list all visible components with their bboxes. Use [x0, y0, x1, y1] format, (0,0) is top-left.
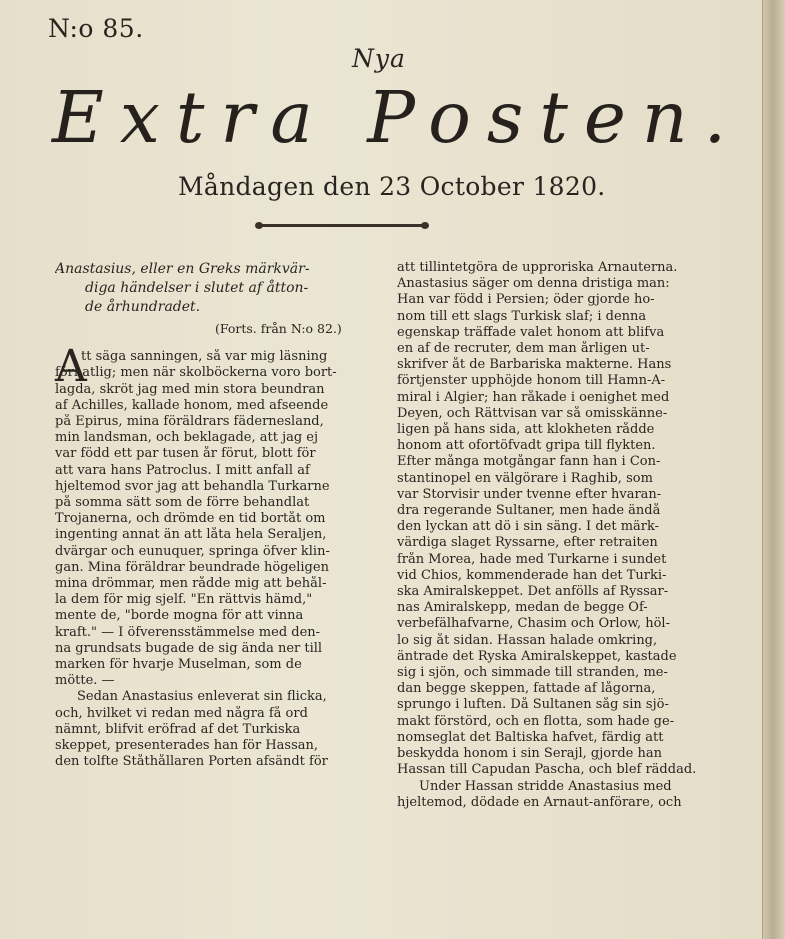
text-line: stantinopel en välgörare i Raghib, som: [397, 470, 653, 486]
issue-number: N:o 85.: [48, 14, 144, 43]
continuation-note: (Forts. från N:o 82.): [215, 321, 342, 336]
text-line: ska Amiralskeppet. Det anfölls af Ryssar-: [397, 584, 669, 600]
text-line: na grundsats bugade de sig ända ner till: [55, 640, 323, 656]
text-line: Deyen, och Rättvisan var så omisskänne-: [397, 405, 668, 421]
text-line: makt förstörd, och en flotta, som hade ge-: [397, 713, 675, 729]
article-title-line: Anastasius, eller en Greks märkvär-: [55, 261, 310, 277]
text-line: värdiga slaget Ryssarne, efter retraiten: [397, 535, 658, 551]
text-line: den lyckan att dö i sin säng. I det märk-: [397, 519, 660, 535]
text-line: att vara hans Patroclus. I mitt anfall af: [55, 462, 310, 478]
text-line: och, hvilket vi redan med några få ord: [55, 705, 308, 721]
text-line: nas Amiralskepp, medan de begge Öf-: [397, 600, 648, 616]
text-line: var född ett par tusen år förut, blott för: [55, 446, 316, 462]
text-line: la dem för mig sjelf. "En rättvis hämd,": [55, 592, 313, 608]
text-line: dan begge skeppen, fattade af lågorna,: [397, 681, 656, 697]
text-line: skrifver åt de Barbariska makterne. Hans: [397, 357, 672, 373]
issue-date: Måndagen den 23 October 1820.: [178, 172, 606, 201]
text-line: Trojanerna, och drömde en tid bortåt om: [55, 511, 326, 527]
text-line: ingenting annat än att låta hela Seraljen,: [55, 527, 327, 543]
text-line: på Epirus, mina föräldrars fädernesland,: [55, 414, 324, 430]
text-line: Under Hassan stridde Anastasius med: [419, 778, 672, 794]
text-line: en af de recruter, dem man årligen ut-: [397, 341, 650, 357]
text-line: honom att ofortöfvadt gripa till flykten.: [397, 438, 656, 454]
text-line: skeppet, presenterades han för Hassan,: [55, 738, 319, 754]
text-line: Efter många motgångar fann han i Con-: [397, 454, 661, 470]
text-line: marken för hvarje Muselman, som de: [55, 657, 302, 673]
masthead-title: Extra Posten.: [52, 76, 743, 159]
text-line: den tolfte Ståthållaren Porten afsändt för: [55, 754, 328, 770]
text-line: kraft." — I öfverensstämmelse med den-: [55, 624, 321, 640]
text-line: dvärgar och eunuquer, springa öfver klin-: [55, 543, 330, 559]
text-line: nom till ett slags Turkisk slaf; i denna: [397, 308, 647, 324]
text-line: af Achilles, kallade honom, med afseende: [55, 397, 329, 413]
text-line: nämnt, blifvit eröfrad af det Turkiska: [55, 721, 301, 737]
text-line: mina drömmar, men rådde mig att behål-: [55, 576, 327, 592]
text-line: Han var född i Persien; öder gjorde ho-: [397, 292, 655, 308]
text-line: Anastasius säger om denna dristiga man:: [397, 276, 670, 292]
text-line: sig i sjön, och simmade till stranden, me-: [397, 665, 668, 681]
text-line: dra regerande Sultaner, men hade ändå: [397, 503, 661, 519]
text-line: tt säga sanningen, så var mig läsning: [81, 349, 328, 365]
text-line: beskydda honom i sin Serajl, gjorde han: [397, 746, 662, 762]
article-title-line: de århundradet.: [85, 299, 201, 315]
text-line: min landsman, och beklagade, att jag ej: [55, 430, 319, 446]
text-line: förtjenster upphöjde honom till Hamn-A-: [397, 373, 666, 389]
text-line: Sedan Anastasius enleverat sin flicka,: [77, 689, 327, 705]
drop-cap: A: [55, 341, 87, 393]
text-line: lo sig åt sidan. Hassan halade omkring,: [397, 632, 658, 648]
text-line: äntrade det Ryska Amiralskeppet, kastade: [397, 648, 677, 664]
text-line: verbefälhafvarne, Chasim och Orlow, höl-: [397, 616, 670, 632]
text-line: ligen på hans sida, att klokheten rådde: [397, 422, 655, 438]
text-line: hjeltemod, dödade en Arnaut-anförare, och: [397, 794, 682, 810]
text-line: Hassan till Capudan Pascha, och blef räddad.: [397, 762, 697, 778]
article-title-line: diga händelser i slutet af åtton-: [85, 280, 309, 296]
text-line: mötte. —: [55, 673, 115, 689]
text-line: lagda, skröt jag med min stora beundran: [55, 381, 325, 397]
text-line: nomseglat det Baltiska hafvet, färdig att: [397, 729, 664, 745]
text-line: egenskap träffade valet honom att blifva: [397, 324, 665, 340]
article-body-left: [55, 341, 390, 770]
divider-ornament-right: [421, 222, 429, 229]
text-line: från Morea, hade med Turkarne i sundet: [397, 551, 667, 567]
article-title: [55, 260, 390, 317]
text-line: vid Chios, kommenderade han det Turki-: [397, 567, 667, 583]
text-line: var Storvisir under tvenne efter hvaran-: [397, 486, 662, 502]
text-line: gan. Mina föräldrar beundrade högeligen: [55, 559, 329, 575]
right-column: [397, 260, 732, 811]
text-line: miral i Algier; han råkade i oenighet med: [397, 389, 670, 405]
masthead-divider: [262, 224, 422, 227]
text-line: sprungo i luften. Då Sultanen såg sin sjö-: [397, 697, 669, 713]
text-line: att tillintetgöra de upproriska Arnauterna.: [397, 260, 678, 275]
text-line: förhatlig; men när skolböckerna voro bort-: [55, 365, 337, 381]
page-binding-edge: [762, 0, 785, 939]
text-line: mente de, "borde mogna för att vinna: [55, 608, 304, 624]
masthead-nya: Nya: [352, 44, 406, 73]
text-line: på somma sätt som de förre behandlat: [55, 495, 310, 511]
left-column: [55, 260, 390, 770]
text-line: hjeltemod svor jag att behandla Turkarne: [55, 478, 330, 494]
